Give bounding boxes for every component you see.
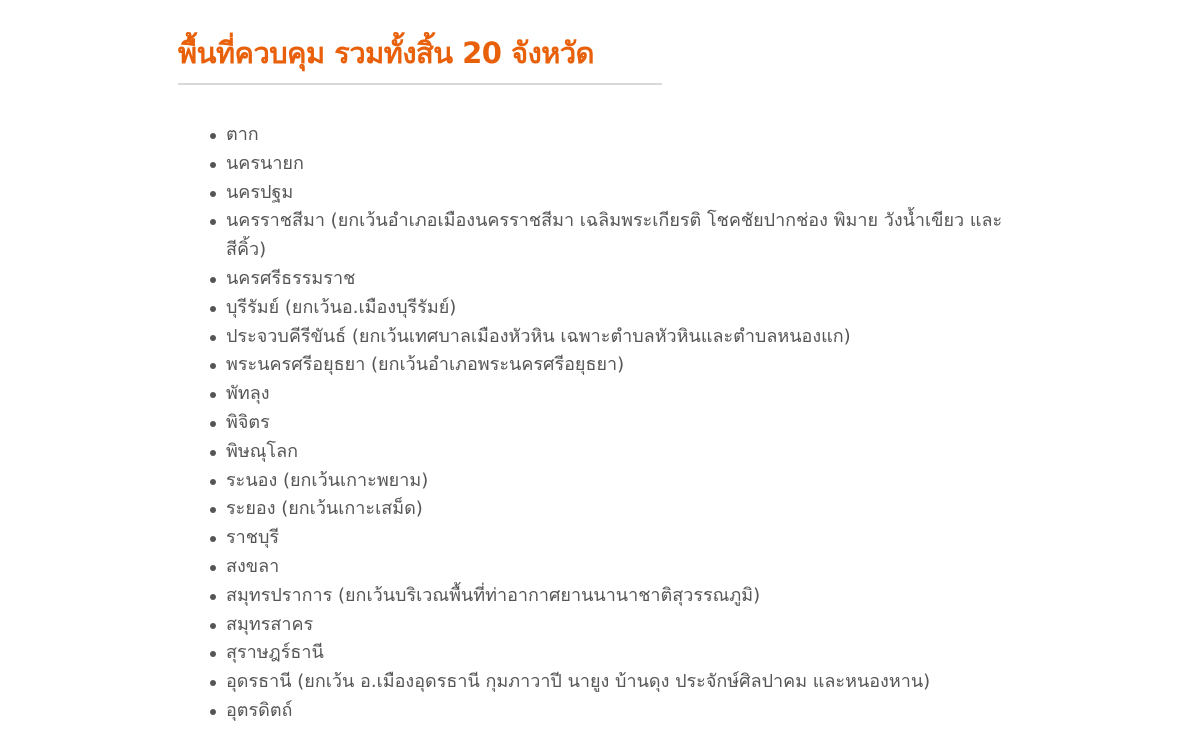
page-title: พื้นที่ควบคุม รวมทั้งสิ้น 20 จังหวัด <box>178 36 594 70</box>
list-item: สมุทรสาคร <box>226 611 1006 640</box>
list-item: ระนอง (ยกเว้นเกาะพยาม) <box>226 467 1006 496</box>
list-item: บุรีรัมย์ (ยกเว้นอ.เมืองบุรีรัมย์) <box>226 294 1006 323</box>
list-item: ราชบุรี <box>226 524 1006 553</box>
list-item: นครราชสีมา (ยกเว้นอำเภอเมืองนครราชสีมา เฉลิมพระเกียรติ โชคชัยปากช่อง พิมาย วังน้ำเขียว และสีคิ้ว) <box>226 207 1006 265</box>
list-item: ประจวบคีรีขันธ์ (ยกเว้นเทศบาลเมืองหัวหิน เฉพาะตำบลหัวหินและตำบลหนองแก) <box>226 323 1006 352</box>
list-item: นครศรีธรรมราช <box>226 265 1006 294</box>
list-item: พิษณุโลก <box>226 438 1006 467</box>
list-item: พัทลุง <box>226 380 1006 409</box>
list-item: สงขลา <box>226 553 1006 582</box>
list-item: พระนครศรีอยุธยา (ยกเว้นอำเภอพระนครศรีอยุธยา) <box>226 351 1006 380</box>
list-item: อุดรธานี (ยกเว้น อ.เมืองอุดรธานี กุมภาวาปี นายูง บ้านดุง ประจักษ์ศิลปาคม และหนองหาน) <box>226 668 1006 697</box>
heading-underline <box>178 28 662 85</box>
list-item: อุตรดิตถ์ <box>226 697 1006 726</box>
list-item: ระยอง (ยกเว้นเกาะเสม็ด) <box>226 495 1006 524</box>
list-item: นครนายก <box>226 150 1006 179</box>
list-item: สมุทรปราการ (ยกเว้นบริเวณพื้นที่ท่าอากาศยานนานาชาติสุวรรณภูมิ) <box>226 582 1006 611</box>
list-item: พิจิตร <box>226 409 1006 438</box>
province-list <box>226 121 1006 726</box>
list-item: ตาก <box>226 121 1006 150</box>
list-item: นครปฐม <box>226 179 1006 208</box>
list-item: สุราษฎร์ธานี <box>226 639 1006 668</box>
